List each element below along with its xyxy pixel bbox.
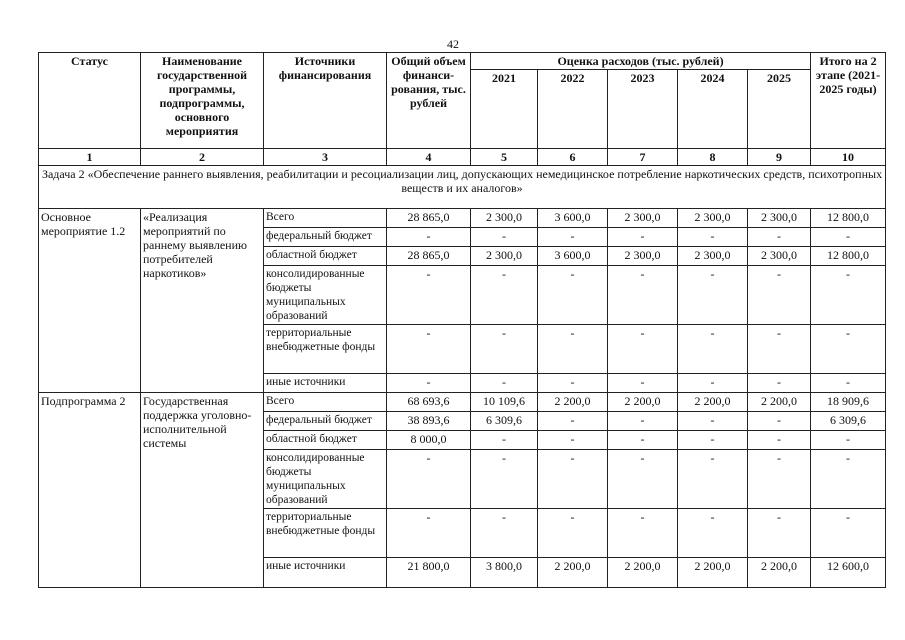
year-value: - [608,431,678,450]
header-year: 2025 [748,70,811,149]
funding-source: областной бюджет [264,247,387,266]
year-value: - [678,228,748,247]
column-number: 1 [39,149,141,166]
total-value: 21 800,0 [387,558,471,588]
column-number: 4 [387,149,471,166]
year-value: - [748,266,811,325]
stage-total-value: 6 309,6 [811,412,886,431]
column-number: 7 [608,149,678,166]
year-value: - [471,325,538,374]
year-value: - [471,374,538,393]
funding-source: консолидированные бюджеты муниципальных образований [264,450,387,509]
stage-total-value: - [811,431,886,450]
year-value: - [608,374,678,393]
stage-total-value: - [811,450,886,509]
funding-source: Всего [264,209,387,228]
stage-total-value: 12 600,0 [811,558,886,588]
year-value: - [748,374,811,393]
block-status: Подпрограмма 2 [39,393,141,588]
header-year: 2021 [471,70,538,149]
year-value: 3 600,0 [538,247,608,266]
stage-total-value: 18 909,6 [811,393,886,412]
year-value: 2 300,0 [678,209,748,228]
column-number: 5 [471,149,538,166]
year-value: - [471,431,538,450]
year-value: - [471,228,538,247]
year-value: - [678,374,748,393]
year-value: - [608,450,678,509]
total-value: 38 893,6 [387,412,471,431]
total-value: 8 000,0 [387,431,471,450]
header-year: 2023 [608,70,678,149]
year-value: 2 200,0 [538,558,608,588]
year-value: 3 800,0 [471,558,538,588]
year-value: 2 200,0 [748,558,811,588]
stage-total-value: - [811,266,886,325]
header-year: 2022 [538,70,608,149]
funding-source: федеральный бюджет [264,228,387,247]
stage-total-value: - [811,509,886,558]
total-value: - [387,266,471,325]
year-value: 2 300,0 [471,247,538,266]
year-value: - [608,266,678,325]
stage-total-value: - [811,325,886,374]
year-value: - [538,266,608,325]
total-value: 68 693,6 [387,393,471,412]
total-value: - [387,325,471,374]
year-value: - [538,325,608,374]
table-row [39,209,886,228]
column-numbers-row [39,149,886,166]
block-name: «Реализация мероприятий по раннему выявлению потребителей наркотиков» [141,209,264,393]
header-year: 2024 [678,70,748,149]
year-value: 2 200,0 [608,393,678,412]
year-value: - [678,509,748,558]
column-number: 10 [811,149,886,166]
column-number: 2 [141,149,264,166]
year-value: - [748,431,811,450]
year-value: 2 200,0 [538,393,608,412]
year-value: 2 200,0 [608,558,678,588]
year-value: - [471,266,538,325]
year-value: - [678,266,748,325]
funding-source: территориальные внебюджетные фонды [264,509,387,558]
year-value: - [538,228,608,247]
stage-total-value: - [811,228,886,247]
year-value: 6 309,6 [471,412,538,431]
financing-table [38,52,886,588]
header-total: Общий объем финанси-рования, тыс. рублей [387,53,471,149]
header-stage-total: Итого на 2 этапе (2021-2025 годы) [811,53,886,149]
year-value: 2 200,0 [678,393,748,412]
funding-source: областной бюджет [264,431,387,450]
total-value: 28 865,0 [387,209,471,228]
column-number: 6 [538,149,608,166]
year-value: - [748,228,811,247]
stage-total-value: - [811,374,886,393]
total-value: 28 865,0 [387,247,471,266]
funding-source: иные источники [264,374,387,393]
header-name: Наименование государственной программы, подпрограммы, основного мероприятия [141,53,264,149]
year-value: - [678,450,748,509]
year-value: 3 600,0 [538,209,608,228]
year-value: 2 300,0 [748,247,811,266]
year-value: - [538,431,608,450]
year-value: - [748,412,811,431]
funding-source: Всего [264,393,387,412]
column-number: 3 [264,149,387,166]
stage-total-value: 12 800,0 [811,209,886,228]
header-sources: Источники финансирования [264,53,387,149]
year-value: - [538,374,608,393]
funding-source: иные источники [264,558,387,588]
year-value: 2 200,0 [748,393,811,412]
funding-source: территориальные внебюджетные фонды [264,325,387,374]
year-value: 2 300,0 [748,209,811,228]
stage-total-value: 12 800,0 [811,247,886,266]
year-value: - [608,325,678,374]
column-number: 9 [748,149,811,166]
year-value: - [678,431,748,450]
header-status: Статус [39,53,141,149]
year-value: - [748,450,811,509]
year-value: - [608,509,678,558]
total-value: - [387,228,471,247]
year-value: - [608,228,678,247]
funding-source: федеральный бюджет [264,412,387,431]
year-value: - [471,450,538,509]
year-value: 2 300,0 [471,209,538,228]
year-value: - [678,412,748,431]
total-value: - [387,509,471,558]
year-value: 2 300,0 [608,247,678,266]
year-value: 2 200,0 [678,558,748,588]
page-number: 42 [447,37,459,51]
year-value: 2 300,0 [608,209,678,228]
task-description: Задача 2 «Обеспечение раннего выявления, реабилитации и ресоциализации лиц, допускающих немедицинское потребление наркотических средств, психотропных веществ и их аналогов» [39,166,886,209]
year-value: - [748,509,811,558]
year-value: 10 109,6 [471,393,538,412]
block-status: Основное мероприятие 1.2 [39,209,141,393]
year-value: - [538,450,608,509]
year-value: - [538,509,608,558]
year-value: - [471,509,538,558]
year-value: - [608,412,678,431]
funding-source: консолидированные бюджеты муниципальных образований [264,266,387,325]
year-value: 2 300,0 [678,247,748,266]
block-name: Государственная поддержка уголовно-исполнительной системы [141,393,264,588]
total-value: - [387,450,471,509]
year-value: - [678,325,748,374]
year-value: - [538,412,608,431]
total-value: - [387,374,471,393]
table-row [39,393,886,412]
task-row [39,166,886,209]
column-number: 8 [678,149,748,166]
year-value: - [748,325,811,374]
header-estimate: Оценка расходов (тыс. рублей) [471,53,811,70]
